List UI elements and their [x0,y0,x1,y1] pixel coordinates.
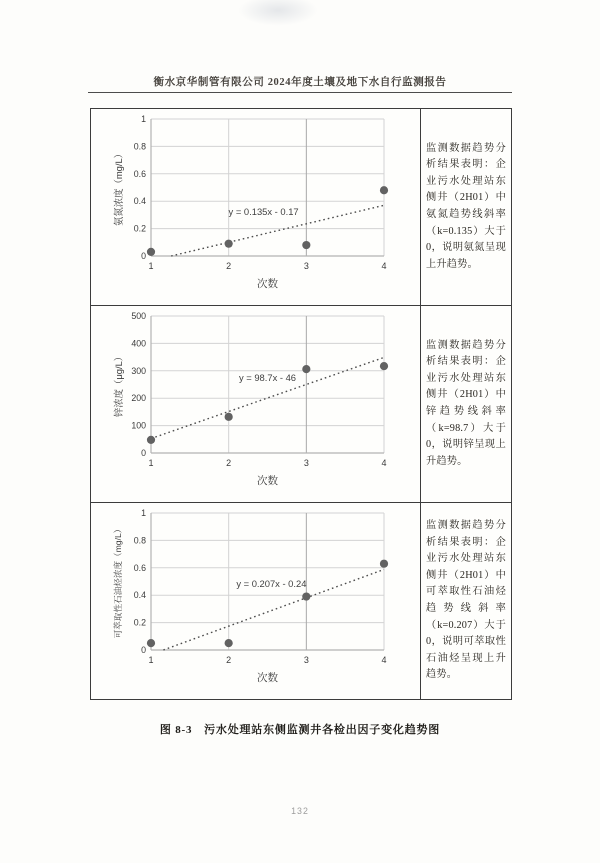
svg-text:3: 3 [303,655,309,665]
chart-zinc-svg [91,306,420,502]
chart-ammonia-nitrogen [91,109,421,305]
trend-row-ammonia-nitrogen [91,109,511,306]
svg-text:500: 500 [131,311,146,321]
svg-text:1: 1 [141,114,146,124]
svg-text:1: 1 [141,508,146,518]
svg-text:0.6: 0.6 [133,562,146,573]
chart-ammonia-nitrogen-svg [91,109,420,305]
svg-text:4: 4 [381,261,387,271]
svg-text:0: 0 [141,448,146,458]
svg-text:次数: 次数 [257,278,278,290]
svg-text:4: 4 [381,458,387,468]
chart-petroleum-hydrocarbons [91,503,421,699]
svg-text:1: 1 [148,261,154,271]
analysis-text: 监测数据趋势分析结果表明：企业污水处理站东侧井（2H01）中可萃取性石油烃趋势线斜率（k=0.207）大于0，说明可萃取性石油烃呈现上升趋势。 [426,520,506,681]
svg-text:3: 3 [303,458,309,468]
chart-zinc [91,306,421,502]
analysis-cell-ammonia-nitrogen [421,109,511,305]
svg-text:2: 2 [226,261,232,271]
svg-text:氨氮浓度（mg/L）: 氨氮浓度（mg/L） [113,148,124,227]
svg-text:100: 100 [131,420,146,431]
svg-text:0.8: 0.8 [133,535,146,546]
svg-text:3: 3 [303,261,309,271]
svg-text:y = 0.207x - 0.24: y = 0.207x - 0.24 [236,577,307,589]
trend-chart-table [90,108,512,700]
svg-text:1: 1 [148,655,154,665]
trend-row-petroleum-hydrocarbons [91,503,511,699]
svg-text:1: 1 [148,458,154,468]
svg-text:0.6: 0.6 [133,168,146,179]
page-header-title: 衡水京华制管有限公司 2024年度土壤及地下水自行监测报告 [153,77,447,88]
trend-row-zinc [91,306,511,503]
svg-text:0: 0 [141,645,146,655]
figure-caption: 图 8-3 污水处理站东侧监测井各检出因子变化趋势图 [159,724,441,736]
svg-text:4: 4 [381,655,387,665]
svg-text:0: 0 [141,251,146,261]
svg-text:0.8: 0.8 [133,141,146,152]
svg-text:2: 2 [226,458,232,468]
svg-text:次数: 次数 [257,475,278,487]
svg-text:2: 2 [226,655,232,665]
header-divider [88,92,512,93]
svg-text:300: 300 [131,365,146,376]
svg-text:0.2: 0.2 [133,223,146,234]
svg-text:0.4: 0.4 [133,590,146,601]
svg-text:0.2: 0.2 [133,617,146,628]
page-number: 132 [291,806,309,816]
svg-text:0.4: 0.4 [133,196,146,207]
scan-artifact [238,0,318,26]
analysis-cell-zinc [421,306,511,502]
svg-text:y = 98.7x - 46: y = 98.7x - 46 [238,372,297,384]
analysis-text: 监测数据趋势分析结果表明：企业污水处理站东侧井（2H01）中锌趋势线斜率（k=98.7）大于0，说明锌呈现上升趋势。 [426,339,506,467]
chart-petroleum-hydrocarbons-svg [91,503,420,699]
svg-text:可萃取性石油烃浓度（mg/L）: 可萃取性石油烃浓度（mg/L） [113,524,123,639]
analysis-text: 监测数据趋势分析结果表明：企业污水处理站东侧井（2H01）中氨氮趋势线斜率（k=0.135）大于0，说明氨氮呈现上升趋势。 [426,142,506,270]
svg-text:200: 200 [131,393,146,404]
svg-text:次数: 次数 [257,672,278,684]
svg-text:y = 0.135x - 0.17: y = 0.135x - 0.17 [228,205,299,217]
svg-text:锌浓度（μg/L）: 锌浓度（μg/L） [113,351,124,418]
analysis-cell-petroleum-hydrocarbons [421,503,511,699]
svg-text:400: 400 [131,338,146,349]
